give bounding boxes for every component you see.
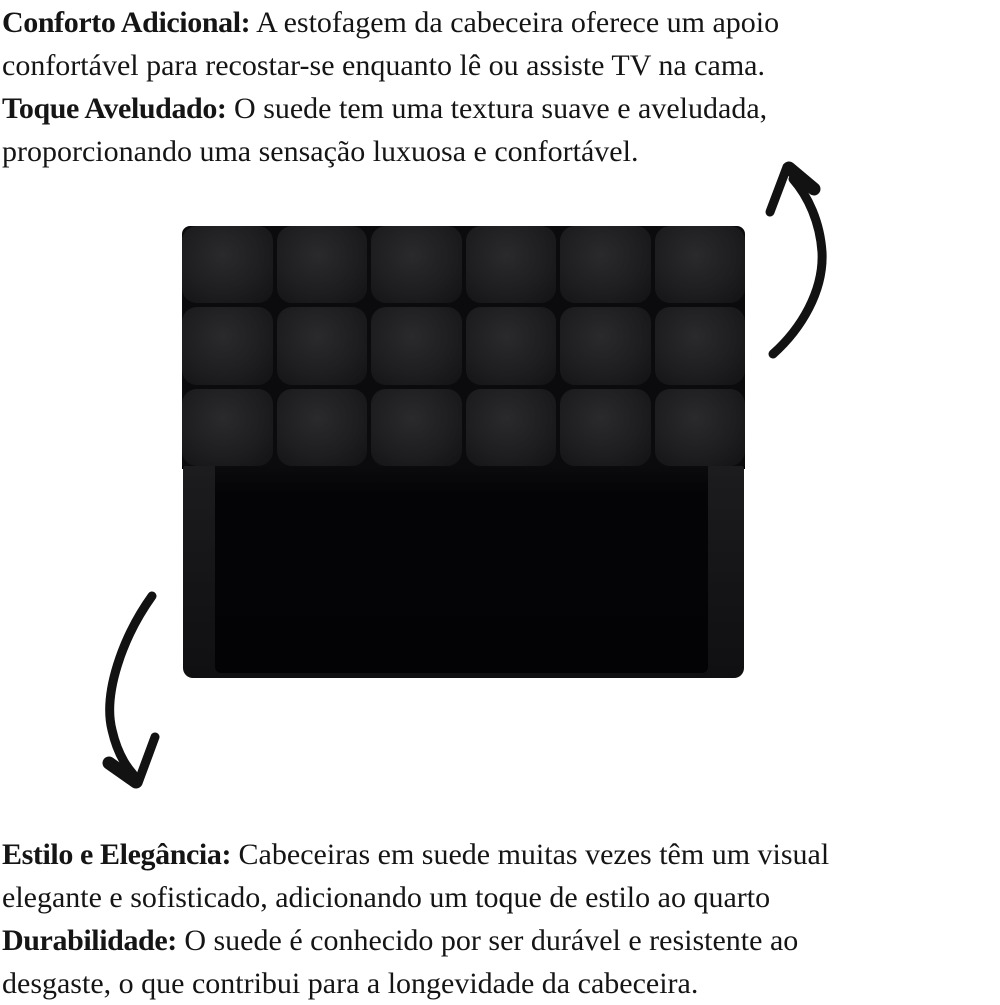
text-line bbox=[2, 919, 998, 962]
text-line bbox=[2, 876, 998, 919]
text-line bbox=[2, 1, 998, 44]
headboard-tufted-panel bbox=[182, 226, 745, 466]
text-line bbox=[2, 962, 998, 1005]
tuft-square bbox=[277, 389, 368, 466]
tuft-square bbox=[560, 389, 651, 466]
tuft-square bbox=[655, 389, 746, 466]
feature-text: elegante e sofisticado, adicionando um toque de estilo ao quarto bbox=[2, 881, 771, 914]
feature-text: A estofagem da cabeceira oferece um apoio bbox=[250, 6, 780, 39]
tuft-square bbox=[182, 389, 273, 466]
feature-label: Conforto Adicional: bbox=[2, 6, 251, 39]
curved-arrow-up-icon bbox=[770, 167, 822, 354]
bottom-description bbox=[2, 833, 998, 1005]
feature-text: O suede é conhecido por ser durável e resistente ao bbox=[176, 924, 799, 957]
text-line bbox=[2, 130, 998, 173]
tuft-square bbox=[277, 307, 368, 384]
tuft-square bbox=[277, 226, 368, 303]
tuft-square bbox=[655, 307, 746, 384]
tuft-square bbox=[466, 389, 557, 466]
tuft-square bbox=[560, 307, 651, 384]
text-line bbox=[2, 44, 998, 87]
feature-text: proporcionando uma sensação luxuosa e confortável. bbox=[2, 135, 639, 168]
tuft-square bbox=[560, 226, 651, 303]
tuft-square bbox=[371, 389, 462, 466]
tuft-square bbox=[371, 226, 462, 303]
feature-text: Cabeceiras em suede muitas vezes têm um visual bbox=[231, 838, 830, 871]
feature-text: desgaste, o que contribui para a longevidade da cabeceira. bbox=[2, 967, 699, 1000]
top-description bbox=[2, 1, 998, 173]
tuft-square bbox=[466, 226, 557, 303]
tuft-square bbox=[182, 226, 273, 303]
feature-text: confortável para recostar-se enquanto lê ou assiste TV na cama. bbox=[2, 49, 765, 82]
feature-label: Estilo e Elegância: bbox=[2, 838, 232, 871]
headboard-base bbox=[183, 466, 744, 678]
tuft-square bbox=[182, 307, 273, 384]
text-line bbox=[2, 87, 998, 130]
tuft-square bbox=[466, 307, 557, 384]
text-line bbox=[2, 833, 998, 876]
headboard-base-panel bbox=[215, 466, 708, 673]
curved-arrow-down-icon bbox=[108, 596, 155, 783]
feature-label: Toque Aveludado: bbox=[2, 92, 227, 125]
headboard-product-image bbox=[182, 226, 745, 678]
feature-label: Durabilidade: bbox=[2, 924, 177, 957]
feature-text: O suede tem uma textura suave e aveludada, bbox=[226, 92, 768, 125]
tuft-square bbox=[655, 226, 746, 303]
tuft-square bbox=[371, 307, 462, 384]
